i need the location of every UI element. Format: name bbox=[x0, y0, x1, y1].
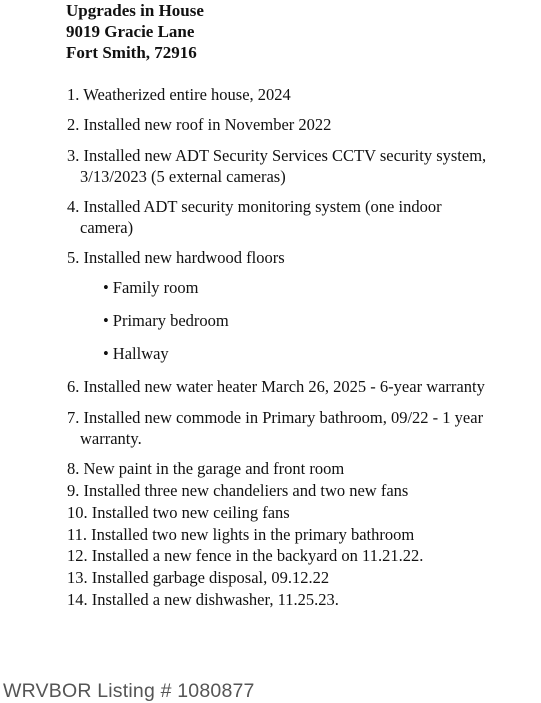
bullet-item: • Hallway bbox=[103, 344, 169, 363]
list-item-6: 6. Installed new water heater March 26, 2025 - 6-year warranty bbox=[67, 377, 485, 396]
list-item-5: 5. Installed new hardwood floors bbox=[67, 248, 285, 267]
list-item-1: 1. Weatherized entire house, 2024 bbox=[67, 85, 291, 104]
list-item-12: 12. Installed a new fence in the backyard on 11.21.22. bbox=[67, 546, 424, 565]
list-item-3: 3. Installed new ADT Security Services CCTV security system, 3/13/2023 (5 external cameras) bbox=[67, 146, 487, 186]
list-item-10: 10. Installed two new ceiling fans bbox=[67, 503, 290, 522]
list-item-9: 9. Installed three new chandeliers and two new fans bbox=[67, 481, 409, 500]
bullet-item: • Primary bedroom bbox=[103, 311, 229, 330]
heading-title: Upgrades in House bbox=[66, 1, 204, 20]
heading-address: 9019 Gracie Lane bbox=[66, 22, 195, 41]
document-heading bbox=[66, 0, 204, 63]
bullet-item: • Family room bbox=[103, 278, 199, 297]
listing-watermark: WRVBOR Listing # 1080877 bbox=[3, 680, 255, 702]
heading-city: Fort Smith, 72916 bbox=[66, 43, 197, 62]
list-item-11: 11. Installed two new lights in the primary bathroom bbox=[67, 525, 415, 544]
list-item-8: 8. New paint in the garage and front room bbox=[67, 459, 345, 478]
list-item-14: 14. Installed a new dishwasher, 11.25.23. bbox=[67, 590, 339, 609]
list-item-2: 2. Installed new roof in November 2022 bbox=[67, 115, 332, 134]
list-item-4: 4. Installed ADT security monitoring system (one indoor camera) bbox=[67, 197, 442, 237]
list-item-7: 7. Installed new commode in Primary bathroom, 09/22 - 1 year warranty. bbox=[67, 408, 484, 448]
list-item-13: 13. Installed garbage disposal, 09.12.22 bbox=[67, 568, 330, 587]
